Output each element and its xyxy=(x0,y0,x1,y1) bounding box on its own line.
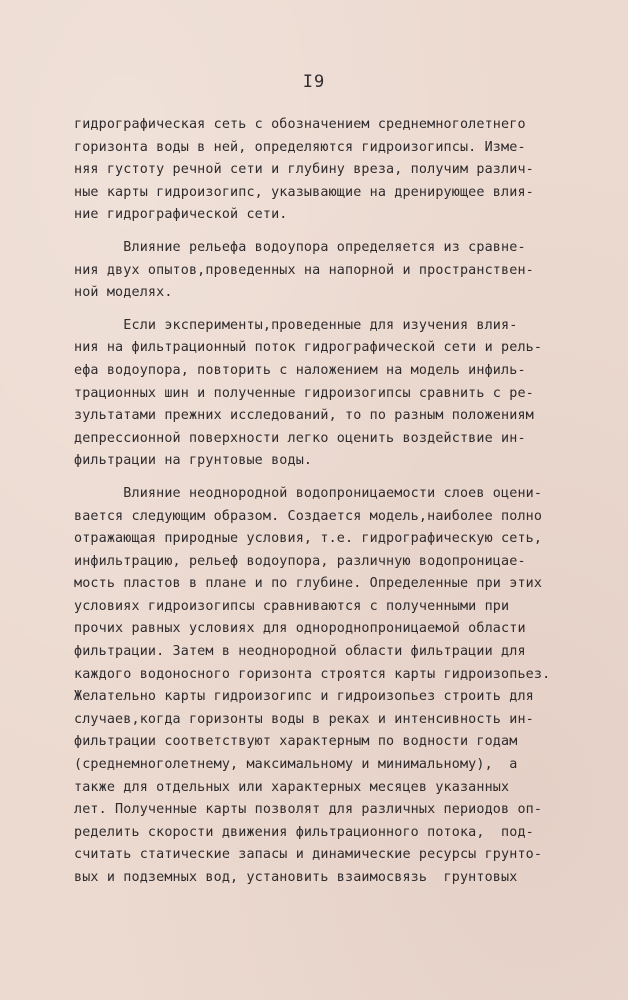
text-line: отражающая природные условия, т.е. гидрографическую сеть, xyxy=(74,531,543,547)
paragraph xyxy=(74,114,594,227)
paragraph-gap xyxy=(74,473,594,483)
paragraph xyxy=(74,483,594,890)
text-line: трационных шин и полученные гидроизогипсы сравнить с ре- xyxy=(74,385,534,401)
text-line: ние гидрографической сети. xyxy=(74,207,288,223)
text-line: условиях гидроизогипсы сравниваются с полученными при xyxy=(74,598,510,614)
text-line: Влияние рельефа водоупора определяется из сравне- xyxy=(74,239,526,255)
text-line: депрессионной поверхности легко оценить воздействие ин- xyxy=(74,430,526,446)
text-line: случаев,когда горизонты воды в реках и интенсивность ин- xyxy=(74,711,534,727)
text-line: вых и подземных вод, установить взаимосвязь грунтовых xyxy=(74,870,518,885)
text-line: ния двух опытов,проведенных на напорной и пространствен- xyxy=(74,262,534,278)
text-line: считать статические запасы и динамические ресурсы грунто- xyxy=(74,847,543,863)
text-line: ределить скорости движения фильтрационного потока, под- xyxy=(74,824,534,840)
paragraph-gap xyxy=(74,305,594,315)
text-line: каждого водоносного горизонта стрoятся карты гидроизопьез. xyxy=(74,666,551,682)
text-line: ефа водоупора, повторить с наложением на модель инфиль- xyxy=(74,362,526,378)
paragraph xyxy=(74,315,594,473)
page-number: I9 xyxy=(302,72,326,92)
text-line: фильтрации соответствуют характерным по водности годам xyxy=(74,734,518,750)
text-line: лет. Полученные карты позволят для различных периодов оп- xyxy=(74,802,543,818)
body-text xyxy=(74,114,594,890)
paragraph xyxy=(74,237,594,305)
text-line: Желательно карты гидроизогипс и гидроизопьез строить для xyxy=(74,689,534,705)
text-line: ной моделях. xyxy=(74,285,173,301)
text-line: горизонта воды в ней, определяются гидроизогипсы. Изме- xyxy=(74,139,526,155)
text-line: инфильтрацию, рельеф водоупора, различную водопроницае- xyxy=(74,553,526,569)
text-line: ния на фильтрационный поток гидрографической сети и рель- xyxy=(74,340,543,356)
text-line: Если эксперименты,проведенные для изучения влия- xyxy=(74,317,518,333)
text-line: прочих равных условиях для однороднопроницаемой области xyxy=(74,621,526,637)
text-line: мость пластов в плане и по глубине. Определенные при этих xyxy=(74,576,543,592)
text-line: гидрографическая сеть с обозначением среднемноголетнего xyxy=(74,117,526,132)
text-line: ные карты гидроизогипс, указывающие на дренирующее влия- xyxy=(74,184,534,200)
text-line: зультатами прежних исследований, то по разным положениям xyxy=(74,408,534,424)
text-line: няя густоту речной сети и глубину вреза, получим различ- xyxy=(74,162,534,178)
text-line: фильтрации на грунтовые воды. xyxy=(74,453,313,469)
text-line: (среднемноголетнему, максимальному и минимальному), а xyxy=(74,757,518,773)
text-line: также для отдельных или характерных месяцев указанных xyxy=(74,779,510,795)
text-line: вается следующим образом. Создается модель,наиболее полно xyxy=(74,508,543,524)
paragraph-gap xyxy=(74,227,594,237)
text-line: Влияние неоднородной водопроницаемости слоев оцени- xyxy=(74,485,543,501)
text-line: фильтрации. Затем в неоднородной области фильтрации для xyxy=(74,644,526,660)
